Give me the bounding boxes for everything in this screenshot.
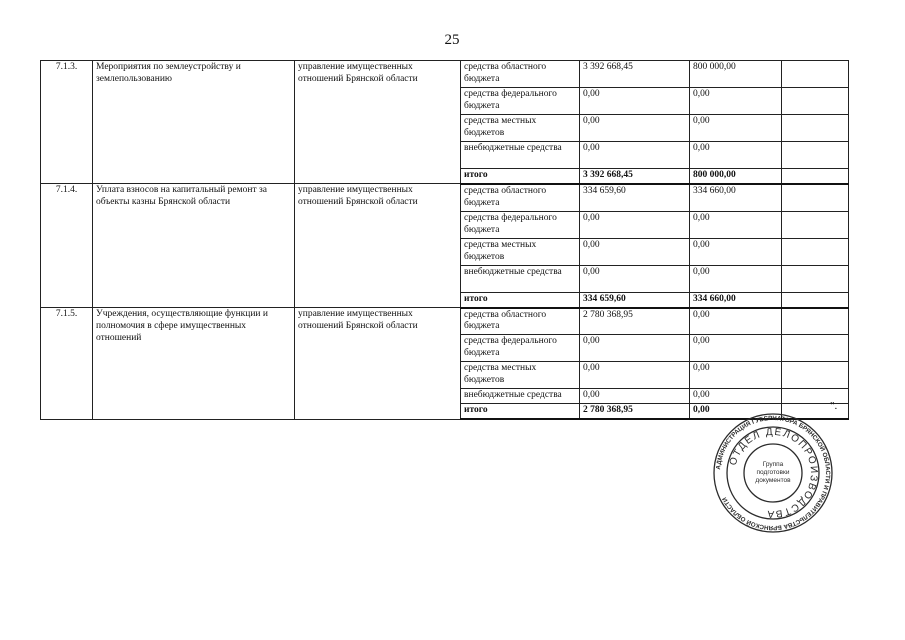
funding-source: средства местных бюджетов <box>461 115 580 142</box>
amount-value-2: 0,00 <box>690 308 782 335</box>
funding-source: средства федерального бюджета <box>461 88 580 115</box>
table-row <box>41 184 849 211</box>
funding-source: средства областного бюджета <box>461 61 580 88</box>
amount-value-2: 334 660,00 <box>690 184 782 211</box>
empty-cell <box>782 362 849 389</box>
empty-cell <box>782 115 849 142</box>
budget-table <box>40 60 849 420</box>
amount-value-1: 334 659,60 <box>580 184 690 211</box>
empty-cell <box>782 184 849 211</box>
stamp-outer-text: АДМИНИСТРАЦИЯ ГУБЕРНАТОРА БРЯНСКОЙ ОБЛАСТИ И ПРАВИТЕЛЬСТВА БРЯНСКОЙ ОБЛАСТИ <box>715 414 832 532</box>
amount-value-2: 0,00 <box>690 115 782 142</box>
empty-cell <box>782 292 849 307</box>
amount-value-1: 0,00 <box>580 265 690 292</box>
funding-source: средства местных бюджетов <box>461 238 580 265</box>
empty-cell <box>782 88 849 115</box>
empty-cell <box>782 238 849 265</box>
amount-value-1: 0,00 <box>580 88 690 115</box>
amount-value-2: 800 000,00 <box>690 169 782 184</box>
table-row <box>41 61 849 88</box>
funding-source: внебюджетные средства <box>461 265 580 292</box>
empty-cell <box>782 335 849 362</box>
amount-value-1: 334 659,60 <box>580 292 690 307</box>
amount-value-1: 2 780 368,95 <box>580 404 690 419</box>
amount-value-2: 0,00 <box>690 362 782 389</box>
section-number: 7.1.4. <box>41 184 93 308</box>
official-stamp-seal <box>712 412 834 534</box>
amount-value-2: 0,00 <box>690 265 782 292</box>
amount-value-2: 0,00 <box>690 335 782 362</box>
section-executor: управление имущественных отношений Брянской области <box>295 184 461 308</box>
amount-value-1: 0,00 <box>580 335 690 362</box>
amount-value-2: 334 660,00 <box>690 292 782 307</box>
funding-source: средства местных бюджетов <box>461 362 580 389</box>
amount-value-2: 0,00 <box>690 389 782 404</box>
stamp-center-line: Группа <box>762 461 784 468</box>
section-name: Учреждения, осуществляющие функции и полномочия в сфере имущественных отношений <box>93 308 295 420</box>
section-executor: управление имущественных отношений Брянской области <box>295 308 461 420</box>
section-executor: управление имущественных отношений Брянской области <box>295 61 461 184</box>
empty-cell <box>782 265 849 292</box>
amount-value-1: 0,00 <box>580 389 690 404</box>
empty-cell <box>782 61 849 88</box>
empty-cell <box>782 308 849 335</box>
amount-value-1: 0,00 <box>580 238 690 265</box>
amount-value-1: 3 392 668,45 <box>580 169 690 184</box>
funding-source: внебюджетные средства <box>461 389 580 404</box>
funding-source: итого <box>461 404 580 419</box>
section-name: Уплата взносов на капитальный ремонт за объекты казны Брянской области <box>93 184 295 308</box>
empty-cell <box>782 389 849 404</box>
amount-value-2: 800 000,00 <box>690 61 782 88</box>
empty-cell <box>782 169 849 184</box>
section-number: 7.1.3. <box>41 61 93 184</box>
amount-value-2: 0,00 <box>690 211 782 238</box>
stamp-inner-text: ОТДЕЛ ДЕЛОПРОИЗВОДСТВА <box>727 426 820 520</box>
funding-source: внебюджетные средства <box>461 142 580 169</box>
amount-value-2: 0,00 <box>690 88 782 115</box>
funding-source: средства федерального бюджета <box>461 335 580 362</box>
empty-cell <box>782 142 849 169</box>
closing-quote: ". <box>830 400 838 412</box>
funding-source: средства федерального бюджета <box>461 211 580 238</box>
section-name: Мероприятия по землеустройству и землепользованию <box>93 61 295 184</box>
section-number: 7.1.5. <box>41 308 93 420</box>
stamp-center-line: документов <box>755 477 791 484</box>
amount-value-1: 0,00 <box>580 115 690 142</box>
funding-source: итого <box>461 169 580 184</box>
amount-value-1: 0,00 <box>580 211 690 238</box>
amount-value-1: 3 392 668,45 <box>580 61 690 88</box>
funding-source: итого <box>461 292 580 307</box>
table-row <box>41 308 849 335</box>
amount-value-1: 0,00 <box>580 362 690 389</box>
stamp-center-line: подготовки <box>756 469 790 476</box>
funding-source: средства областного бюджета <box>461 308 580 335</box>
empty-cell <box>782 211 849 238</box>
amount-value-1: 2 780 368,95 <box>580 308 690 335</box>
amount-value-2: 0,00 <box>690 404 782 419</box>
amount-value-2: 0,00 <box>690 142 782 169</box>
funding-source: средства областного бюджета <box>461 184 580 211</box>
amount-value-2: 0,00 <box>690 238 782 265</box>
amount-value-1: 0,00 <box>580 142 690 169</box>
page-number: 25 <box>444 32 460 48</box>
